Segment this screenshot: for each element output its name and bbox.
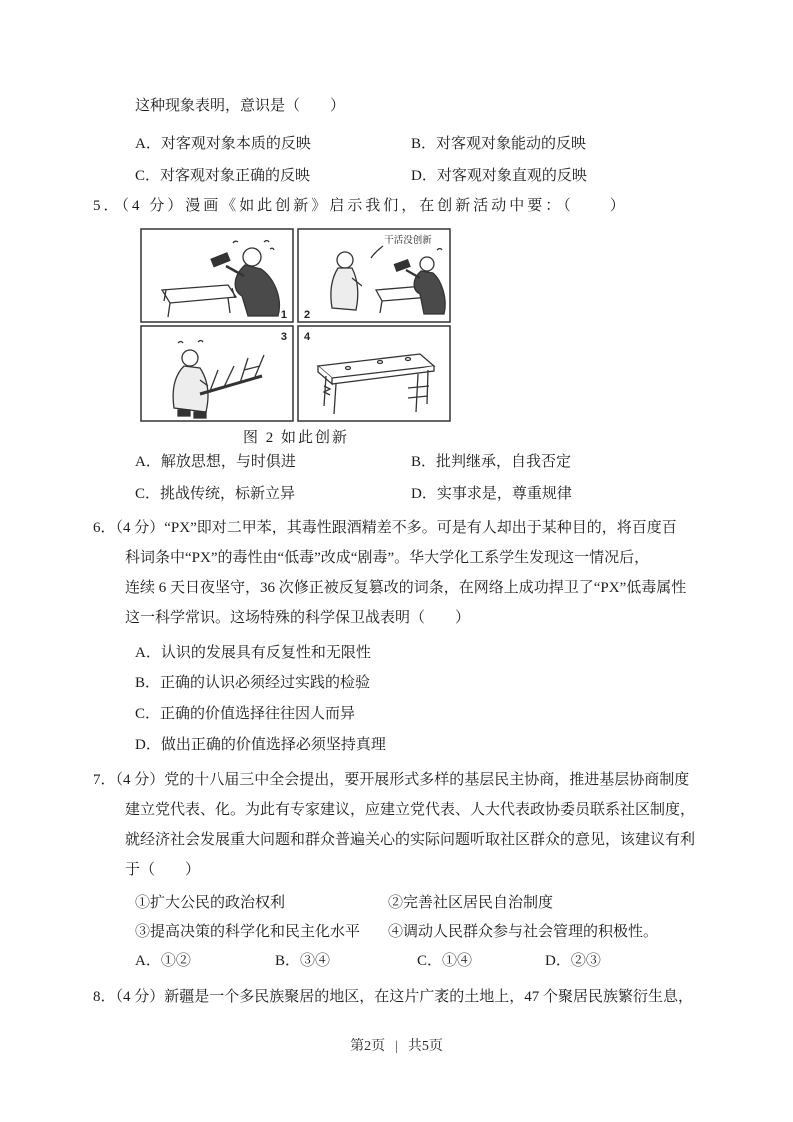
q7-item-1: ①扩大公民的政治权利 [135,895,286,911]
q7-items-row2 [135,922,658,942]
q4-stem: 这种现象表明，意识是（ ） [135,98,346,114]
q4-option-c: C．对客观对象正确的反映 [135,168,311,184]
page-footer [0,1035,793,1055]
q6-line-2: 科词条中“PX”的毒性由“低毒”改成“剧毒”。华大学化工系学生发现这一情况后， [125,550,650,566]
q5-figure-caption: 图 2 如此创新 [242,430,349,446]
q4-options-row1 [135,134,586,154]
q7-choice-a: A．①② [135,953,191,969]
q5-option-d: D．实事求是，尊重规律 [411,486,572,502]
q6-option-b: B．正确的认识必须经过实践的检验 [135,675,371,691]
q5-option-b: B．批判继承，自我否定 [411,454,572,470]
q6-line-4: 这一科学常识。这场特殊的科学保卫战表明（ ） [125,610,471,626]
q7-line-4: 于（ ） [125,862,201,878]
panel2-number: 2 [304,309,311,321]
q7-choice-c: C．①④ [417,953,473,969]
footer-page-number: 第2页 [350,1039,386,1054]
q7-items-row1 [135,893,553,913]
q4-option-d: D．对客观对象直观的反映 [411,168,587,184]
footer-separator: | [395,1039,398,1054]
comic-illustration [140,228,452,422]
q4-options-row2 [135,166,587,186]
q6-option-d: D．做出正确的价值选择必须坚持真理 [135,737,386,753]
panel3-number: 3 [280,331,287,343]
q7-item-2: ②完善社区居民自治制度 [388,895,554,911]
q5-stem: 5．（4 分）漫画《如此创新》启示我们，在创新活动中要：（ ） [93,198,628,214]
q7-choice-d: D．②③ [545,953,601,969]
q6-option-c: C．正确的价值选择往往因人而异 [135,706,356,722]
q8-line-1: 8．（4 分）新疆是一个多民族聚居的地区，在这片广袤的土地上，47 个聚居民族繁衍生息， [93,989,694,1005]
q5-options-row2 [135,484,572,504]
q6-line-3: 连续 6 天日夜坚守，36 次修正被反复篡改的词条，在网络上成功捍卫了“PX”低毒属性 [125,580,687,596]
q5-options-row1 [135,452,571,472]
q7-item-4: ④调动人民群众参与社会管理的积极性。 [388,924,659,940]
q7-line-3: 就经济社会发展重大问题和群众普遍关心的实际问题听取社区群众的意见，该建议有利 [125,832,696,848]
panel4-number: 4 [304,331,311,343]
q4-option-b: B．对客观对象能动的反映 [411,136,587,152]
q7-choices-row [135,951,601,971]
q5-comic-figure [140,228,452,422]
q7-choice-b: B．③④ [275,953,331,969]
footer-total-pages: 共5页 [407,1039,443,1054]
q5-option-c: C．挑战传统，标新立异 [135,486,296,502]
panel1-number: 1 [280,309,287,321]
q7-item-3: ③提高决策的科学化和民主化水平 [135,924,361,940]
q6-option-a: A．认识的发展具有反复性和无限性 [135,645,371,661]
panel2-speech-text: 干活没创新 [384,235,432,246]
q7-line-2: 建立党代表、化。为此有专家建议，应建立党代表、人大代表政协委员联系社区制度， [125,802,696,818]
q6-line-1: 6．（4 分）“PX”即对二甲苯，其毒性跟酒精差不多。可是有人却出于某种目的，将百度百 [93,520,677,536]
q7-line-1: 7．（4 分）党的十八届三中全会提出，要开展形式多样的基层民主协商，推进基层协商制度 [93,772,690,788]
q5-option-a: A．解放思想，与时俱进 [135,454,296,470]
q4-option-a: A．对客观对象本质的反映 [135,136,311,152]
